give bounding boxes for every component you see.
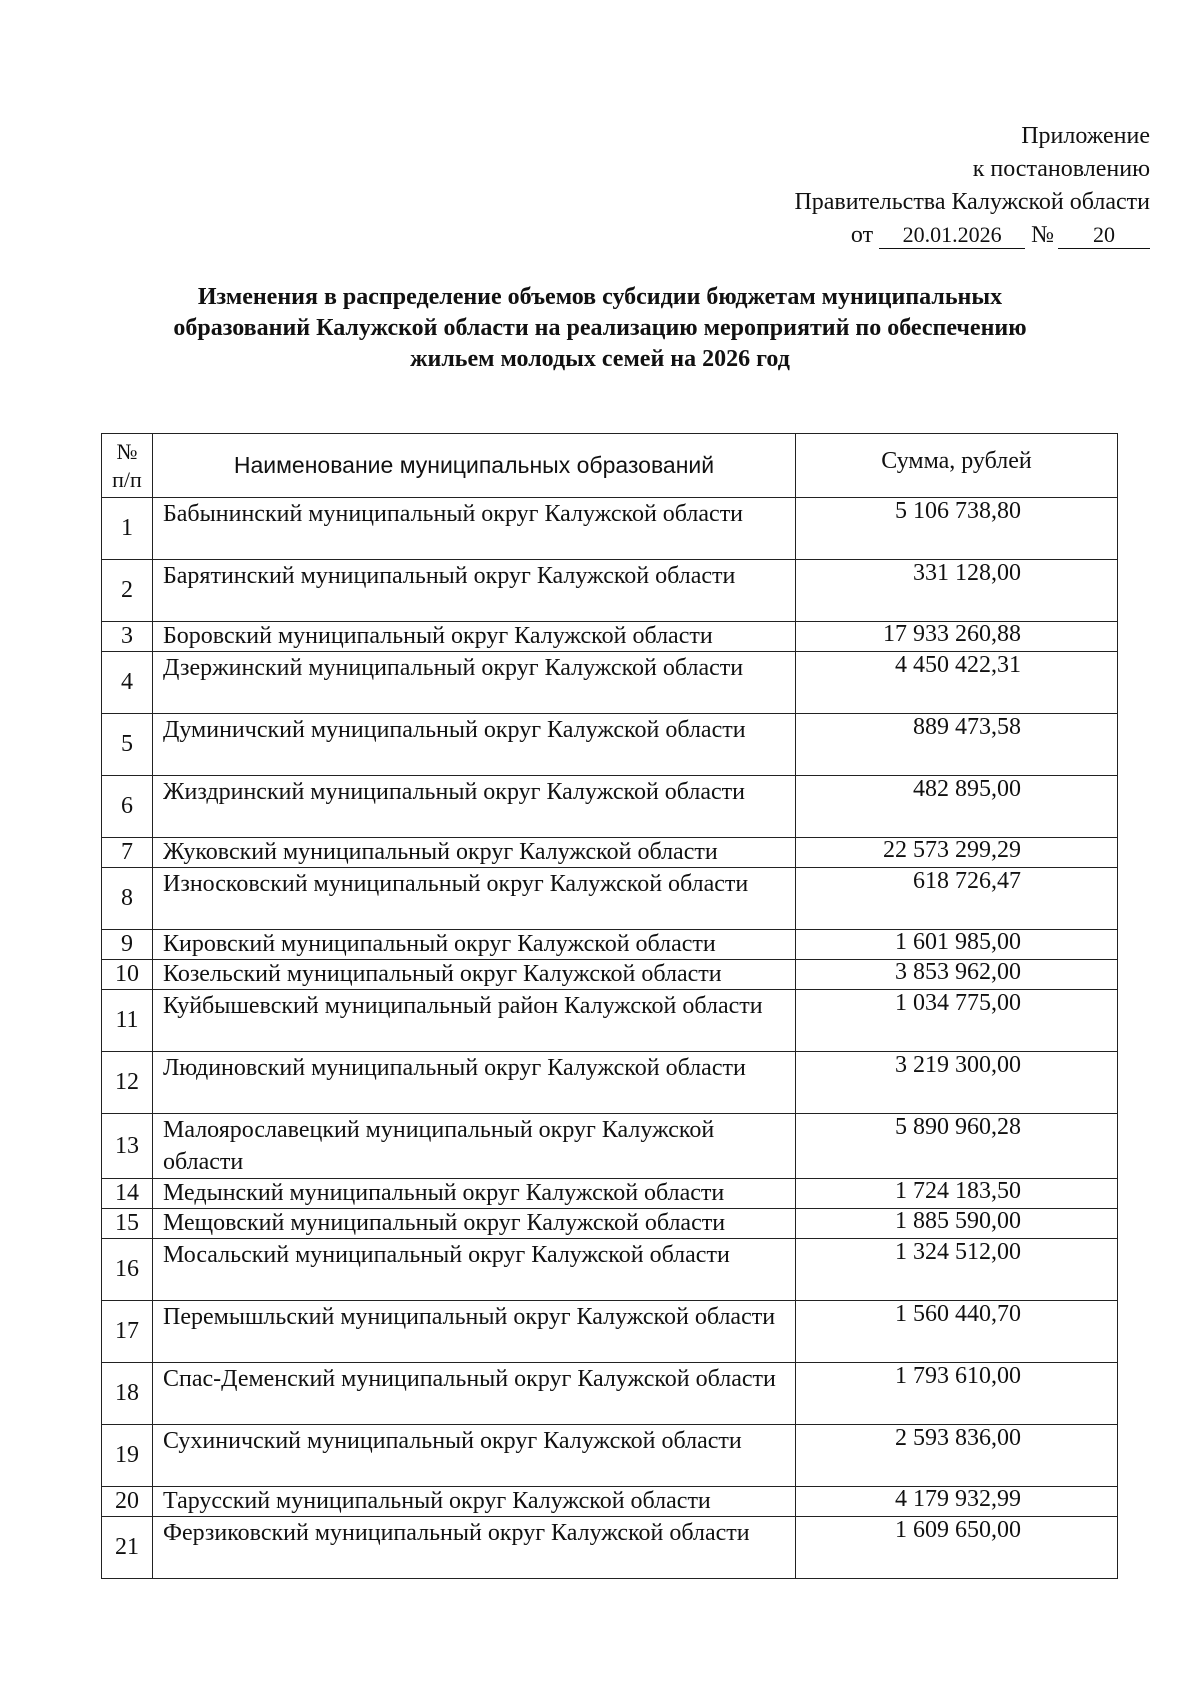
row-number: 11 xyxy=(102,990,153,1052)
row-number: 1 xyxy=(102,498,153,560)
appendix-date-line xyxy=(794,219,1150,252)
table-row xyxy=(102,560,1118,622)
municipality-name: Боровский муниципальный округ Калужской области xyxy=(153,622,796,652)
row-number: 17 xyxy=(102,1301,153,1363)
appendix-issuer: Правительства Калужской области xyxy=(794,189,1150,215)
table-row xyxy=(102,498,1118,560)
table-row xyxy=(102,960,1118,990)
municipality-name: Мосальский муниципальный округ Калужской области xyxy=(153,1239,796,1301)
appendix-reference: к постановлению xyxy=(972,156,1150,182)
row-number: 18 xyxy=(102,1363,153,1425)
table-row xyxy=(102,1052,1118,1114)
document-date: 20.01.2026 xyxy=(879,222,1025,249)
subsidy-amount: 331 128,00 xyxy=(796,560,1118,622)
subsidy-amount: 3 219 300,00 xyxy=(796,1052,1118,1114)
document-number: 20 xyxy=(1058,222,1150,249)
column-header-sum: Сумма, рублей xyxy=(796,434,1118,498)
title-line-1: Изменения в распределение объемов субсидии бюджетам муниципальных xyxy=(197,284,1003,310)
table-row xyxy=(102,1209,1118,1239)
municipality-name: Износковский муниципальный округ Калужской области xyxy=(153,868,796,930)
row-number: 4 xyxy=(102,652,153,714)
row-number: 10 xyxy=(102,960,153,990)
municipality-name: Бабынинский муниципальный округ Калужской области xyxy=(153,498,796,560)
subsidy-amount: 1 885 590,00 xyxy=(796,1209,1118,1239)
table-row xyxy=(102,930,1118,960)
column-header-name: Наименование муниципальных образований xyxy=(153,434,796,498)
title-line-2: образований Калужской области на реализацию мероприятий по обеспечению xyxy=(173,315,1027,341)
municipality-name: Ферзиковский муниципальный округ Калужской области xyxy=(153,1517,796,1579)
subsidy-amount: 1 601 985,00 xyxy=(796,930,1118,960)
row-number: 6 xyxy=(102,776,153,838)
municipality-name: Дзержинский муниципальный округ Калужской области xyxy=(153,652,796,714)
table-row xyxy=(102,838,1118,868)
subsidy-amount: 482 895,00 xyxy=(796,776,1118,838)
table-row xyxy=(102,776,1118,838)
row-number: 14 xyxy=(102,1179,153,1209)
municipality-name: Малоярославецкий муниципальный округ Калужской области xyxy=(153,1114,796,1179)
row-number: 19 xyxy=(102,1425,153,1487)
subsidy-amount: 889 473,58 xyxy=(796,714,1118,776)
subsidy-amount: 17 933 260,88 xyxy=(796,622,1118,652)
subsidy-amount: 5 890 960,28 xyxy=(796,1114,1118,1179)
row-number: 7 xyxy=(102,838,153,868)
table-header-row xyxy=(102,434,1118,498)
municipality-name: Мещовский муниципальный округ Калужской области xyxy=(153,1209,796,1239)
row-number: 20 xyxy=(102,1487,153,1517)
row-number: 21 xyxy=(102,1517,153,1579)
municipality-name: Перемышльский муниципальный округ Калужской области xyxy=(153,1301,796,1363)
row-number: 5 xyxy=(102,714,153,776)
title-line-3: жильем молодых семей на 2026 год xyxy=(410,346,790,372)
table-row xyxy=(102,714,1118,776)
document-title xyxy=(120,282,1080,375)
municipality-name: Медынский муниципальный округ Калужской области xyxy=(153,1179,796,1209)
table-row xyxy=(102,1425,1118,1487)
column-header-number-abbr: п/п xyxy=(112,466,142,492)
row-number: 16 xyxy=(102,1239,153,1301)
table-row xyxy=(102,1301,1118,1363)
appendix-title: Приложение xyxy=(1021,123,1150,149)
column-header-number-sign: № xyxy=(116,438,138,464)
subsidy-amount: 4 450 422,31 xyxy=(796,652,1118,714)
subsidy-amount: 2 593 836,00 xyxy=(796,1425,1118,1487)
table-body xyxy=(102,498,1118,1579)
municipality-name: Жуковский муниципальный округ Калужской области xyxy=(153,838,796,868)
municipality-name: Сухиничский муниципальный округ Калужской области xyxy=(153,1425,796,1487)
municipality-name: Спас-Деменский муниципальный округ Калужской области xyxy=(153,1363,796,1425)
row-number: 9 xyxy=(102,930,153,960)
subsidy-amount: 1 034 775,00 xyxy=(796,990,1118,1052)
table-row xyxy=(102,868,1118,930)
subsidy-amount: 4 179 932,99 xyxy=(796,1487,1118,1517)
row-number: 2 xyxy=(102,560,153,622)
table-row xyxy=(102,1517,1118,1579)
subsidy-amount: 1 724 183,50 xyxy=(796,1179,1118,1209)
table-row xyxy=(102,1114,1118,1179)
table-row xyxy=(102,1179,1118,1209)
municipality-name: Куйбышевский муниципальный район Калужской области xyxy=(153,990,796,1052)
subsidy-amount: 618 726,47 xyxy=(796,868,1118,930)
row-number: 3 xyxy=(102,622,153,652)
table-row xyxy=(102,1239,1118,1301)
table-row xyxy=(102,990,1118,1052)
municipality-name: Козельский муниципальный округ Калужской области xyxy=(153,960,796,990)
row-number: 13 xyxy=(102,1114,153,1179)
subsidy-amount: 5 106 738,80 xyxy=(796,498,1118,560)
row-number: 15 xyxy=(102,1209,153,1239)
row-number: 12 xyxy=(102,1052,153,1114)
subsidy-table xyxy=(101,433,1118,1579)
municipality-name: Барятинский муниципальный округ Калужской области xyxy=(153,560,796,622)
municipality-name: Тарусский муниципальный округ Калужской области xyxy=(153,1487,796,1517)
row-number: 8 xyxy=(102,868,153,930)
table-row xyxy=(102,1487,1118,1517)
municipality-name: Кировский муниципальный округ Калужской области xyxy=(153,930,796,960)
municipality-name: Людиновский муниципальный округ Калужской области xyxy=(153,1052,796,1114)
municipality-name: Жиздринский муниципальный округ Калужской области xyxy=(153,776,796,838)
subsidy-amount: 1 793 610,00 xyxy=(796,1363,1118,1425)
table-row xyxy=(102,1363,1118,1425)
date-prefix: от xyxy=(850,222,874,248)
table-row xyxy=(102,652,1118,714)
number-sign: № xyxy=(1031,222,1054,248)
subsidy-amount: 1 560 440,70 xyxy=(796,1301,1118,1363)
subsidy-amount: 1 609 650,00 xyxy=(796,1517,1118,1579)
subsidy-amount: 1 324 512,00 xyxy=(796,1239,1118,1301)
subsidy-amount: 22 573 299,29 xyxy=(796,838,1118,868)
municipality-name: Думиничский муниципальный округ Калужской области xyxy=(153,714,796,776)
column-header-number xyxy=(102,434,153,498)
subsidy-amount: 3 853 962,00 xyxy=(796,960,1118,990)
table-row xyxy=(102,622,1118,652)
appendix-header xyxy=(794,120,1150,252)
